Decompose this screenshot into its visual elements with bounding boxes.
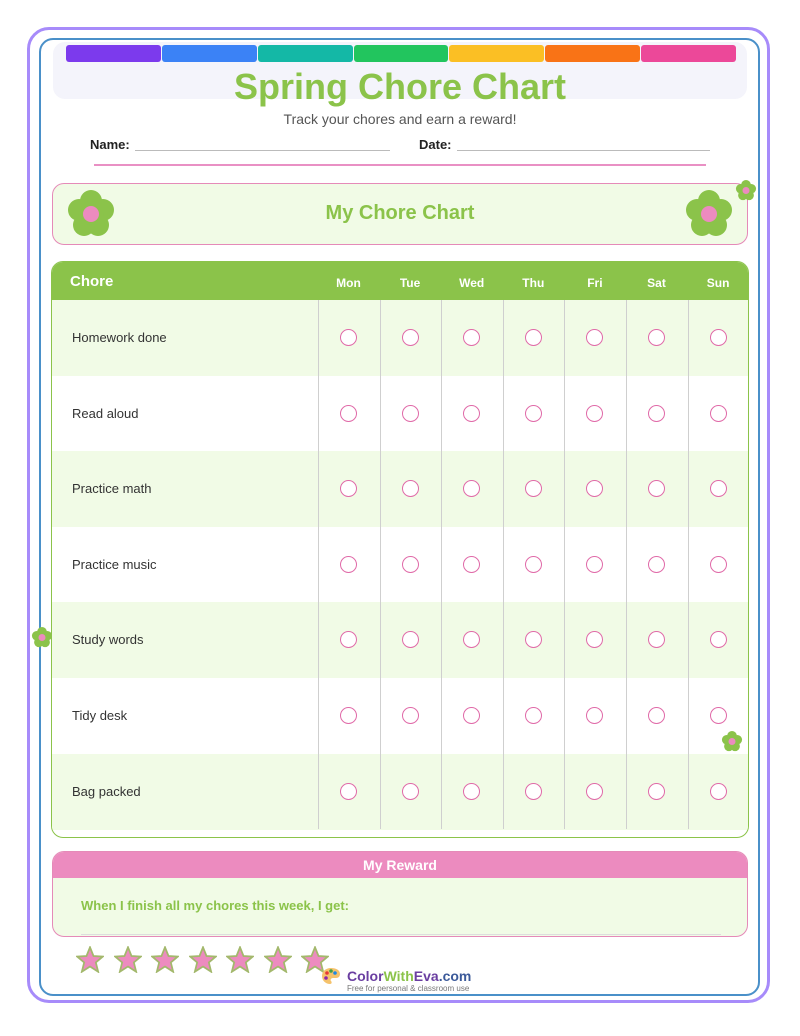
chore-column-header: Chore [70, 273, 114, 290]
chore-label: Practice math [72, 481, 152, 497]
star-icon[interactable] [189, 946, 217, 973]
check-circle-tue[interactable] [402, 405, 419, 422]
check-circle-fri[interactable] [586, 783, 603, 800]
check-circle-fri[interactable] [586, 480, 603, 497]
check-circle-mon[interactable] [340, 329, 357, 346]
column-divider [688, 300, 689, 829]
small-flower-icon [31, 627, 53, 648]
check-circle-wed[interactable] [463, 631, 480, 648]
check-circle-tue[interactable] [402, 329, 419, 346]
chore-label: Read aloud [72, 405, 139, 421]
star-icon[interactable] [114, 946, 142, 973]
table-row [52, 527, 748, 603]
check-circle-sat[interactable] [648, 783, 665, 800]
day-header-thu: Thu [522, 276, 545, 290]
chore-table [51, 261, 749, 838]
table-row [52, 300, 748, 376]
day-header-sat: Sat [647, 276, 666, 290]
rainbow-segment [641, 45, 736, 62]
brand-logo [347, 968, 471, 984]
name-label: Name: [90, 137, 130, 152]
flower-icon [66, 190, 116, 238]
rainbow-segment [545, 45, 640, 62]
check-circle-fri[interactable] [586, 405, 603, 422]
chore-label: Practice music [72, 556, 157, 572]
star-icon[interactable] [264, 946, 292, 973]
check-circle-thu[interactable] [525, 631, 542, 648]
check-circle-thu[interactable] [525, 556, 542, 573]
check-circle-wed[interactable] [463, 783, 480, 800]
check-circle-thu[interactable] [525, 405, 542, 422]
check-circle-mon[interactable] [340, 631, 357, 648]
check-circle-thu[interactable] [525, 329, 542, 346]
check-circle-fri[interactable] [586, 556, 603, 573]
date-label: Date: [419, 137, 452, 152]
page-title: Spring Chore Chart [233, 66, 566, 107]
check-circle-sat[interactable] [648, 707, 665, 724]
check-circle-sat[interactable] [648, 480, 665, 497]
check-circle-thu[interactable] [525, 707, 542, 724]
table-row [52, 754, 748, 830]
day-header-tue: Tue [399, 276, 421, 290]
chore-label: Homework done [72, 330, 167, 345]
column-divider [318, 300, 319, 829]
chart-banner [52, 183, 748, 245]
rainbow-segment [258, 45, 353, 62]
check-circle-wed[interactable] [463, 480, 480, 497]
star-icon[interactable] [226, 946, 254, 973]
date-field-line[interactable] [457, 150, 710, 151]
page-subtitle: Track your chores and earn a reward! [283, 111, 517, 127]
banner-title: My Chore Chart [325, 202, 475, 224]
check-circle-mon[interactable] [340, 783, 357, 800]
check-circle-fri[interactable] [586, 329, 603, 346]
check-circle-sat[interactable] [648, 631, 665, 648]
rainbow-segment [449, 45, 544, 62]
check-circle-tue[interactable] [402, 480, 419, 497]
table-row [52, 602, 748, 678]
column-divider [626, 300, 627, 829]
check-circle-mon[interactable] [340, 405, 357, 422]
check-circle-tue[interactable] [402, 783, 419, 800]
check-circle-tue[interactable] [402, 707, 419, 724]
reward-title: My Reward [53, 852, 747, 878]
check-circle-mon[interactable] [340, 480, 357, 497]
star-icon[interactable] [76, 946, 104, 973]
table-header [52, 262, 748, 300]
check-circle-sun[interactable] [710, 631, 727, 648]
small-flower-icon [735, 180, 757, 201]
rainbow-segment [66, 45, 161, 62]
check-circle-sun[interactable] [710, 783, 727, 800]
star-icon[interactable] [151, 946, 179, 973]
column-divider [564, 300, 565, 829]
check-circle-sun[interactable] [710, 707, 727, 724]
check-circle-tue[interactable] [402, 631, 419, 648]
brand-com: .com [438, 968, 472, 984]
column-divider [441, 300, 442, 829]
reward-box [52, 851, 748, 937]
reward-prompt: When I finish all my chores this week, I get: [81, 898, 350, 913]
chore-label: Bag packed [72, 783, 141, 799]
check-circle-sun[interactable] [710, 329, 727, 346]
check-circle-thu[interactable] [525, 783, 542, 800]
brand-color: Color [347, 968, 384, 984]
chore-label: Tidy desk [72, 708, 128, 723]
brand-tagline: Free for personal & classroom use [347, 984, 470, 993]
palette-icon [321, 966, 341, 986]
table-row [52, 451, 748, 527]
rainbow-segment [162, 45, 257, 62]
table-row [52, 376, 748, 452]
column-divider [503, 300, 504, 829]
name-field-line[interactable] [135, 150, 390, 151]
day-header-fri: Fri [587, 276, 603, 290]
check-circle-wed[interactable] [463, 707, 480, 724]
check-circle-wed[interactable] [463, 329, 480, 346]
column-divider [380, 300, 381, 829]
check-circle-sun[interactable] [710, 556, 727, 573]
check-circle-sun[interactable] [710, 480, 727, 497]
check-circle-mon[interactable] [340, 707, 357, 724]
rainbow-bar [66, 45, 736, 62]
check-circle-mon[interactable] [340, 556, 357, 573]
check-circle-fri[interactable] [586, 631, 603, 648]
check-circle-sat[interactable] [648, 556, 665, 573]
check-circle-sat[interactable] [648, 405, 665, 422]
small-flower-icon [721, 731, 743, 752]
day-header-wed: Wed [459, 276, 485, 290]
header-divider [94, 164, 706, 166]
reward-answer-line[interactable] [81, 934, 721, 935]
check-circle-wed[interactable] [463, 556, 480, 573]
chore-label: Study words [72, 632, 144, 648]
brand-with: With [383, 968, 414, 984]
check-circle-fri[interactable] [586, 707, 603, 724]
day-header-mon: Mon [336, 276, 361, 290]
brand-eva: Eva [413, 968, 439, 984]
day-header-sun: Sun [706, 276, 730, 290]
flower-icon [684, 190, 734, 238]
check-circle-sat[interactable] [648, 329, 665, 346]
check-circle-wed[interactable] [463, 405, 480, 422]
check-circle-thu[interactable] [525, 480, 542, 497]
table-row [52, 678, 748, 754]
check-circle-tue[interactable] [402, 556, 419, 573]
check-circle-sun[interactable] [710, 405, 727, 422]
rainbow-segment [354, 45, 449, 62]
